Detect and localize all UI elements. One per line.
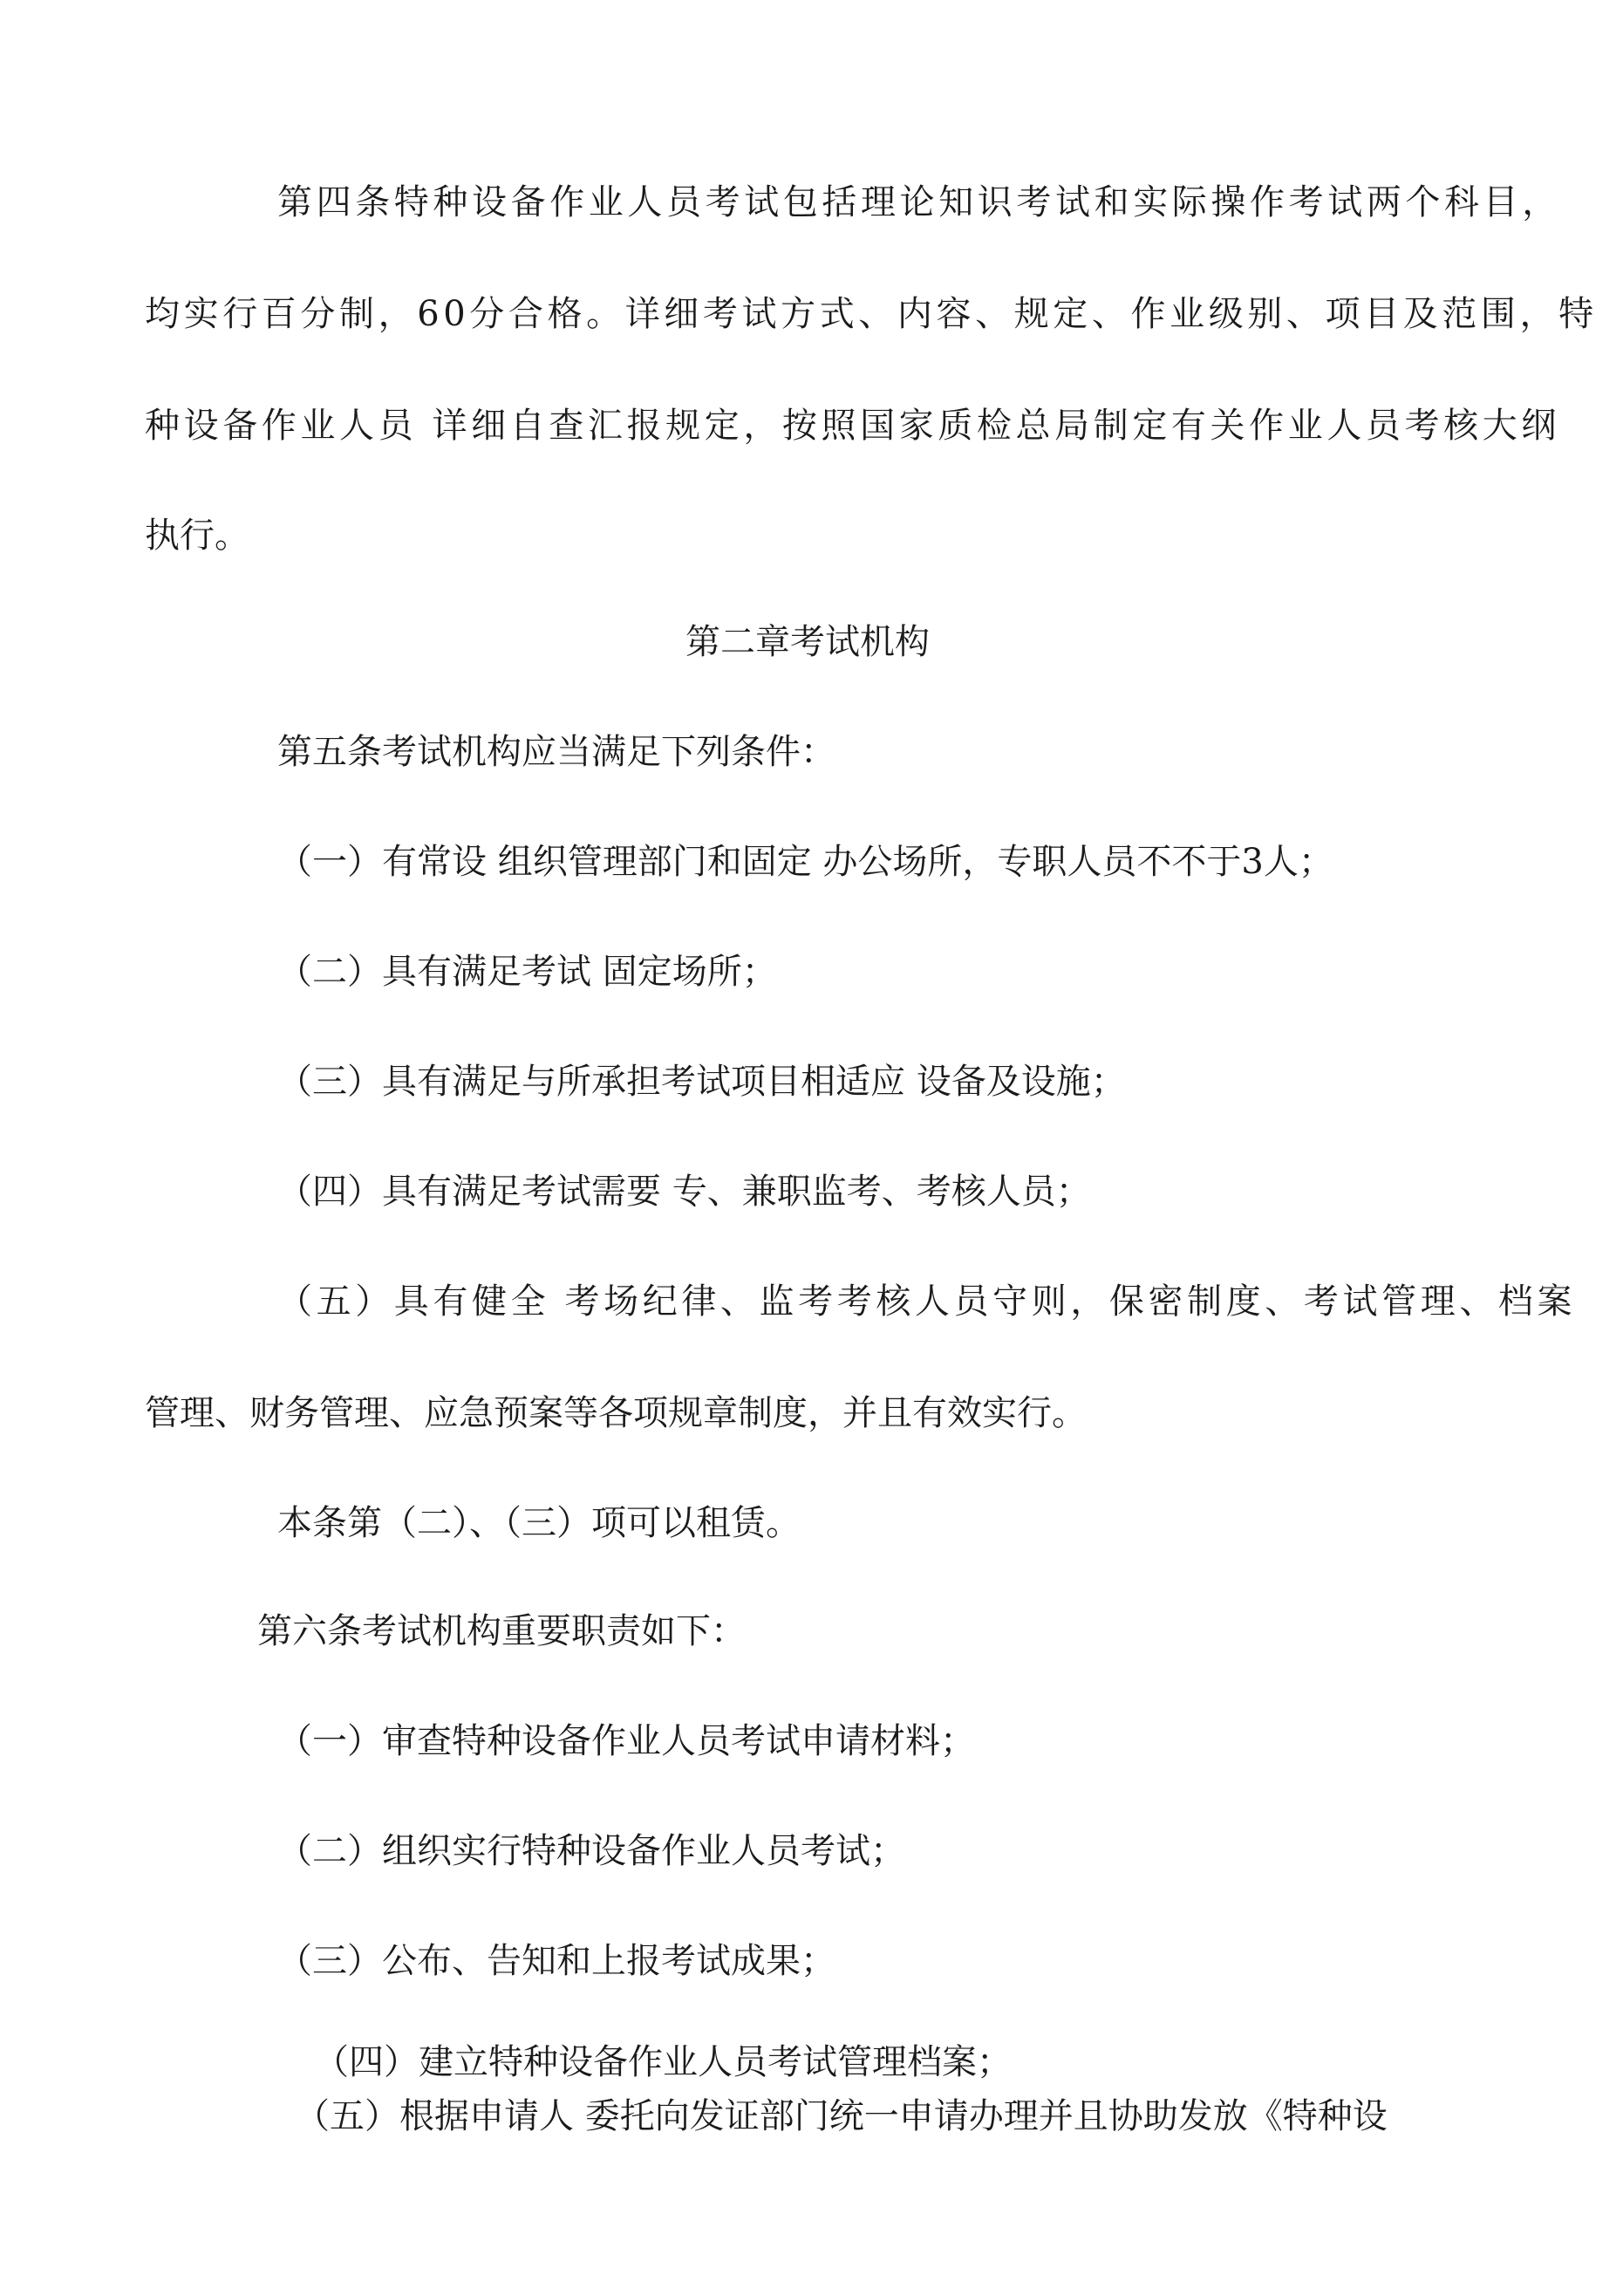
article5-item3: （三）具有满足与所承担考试项目相适应 设备及设施；	[277, 1062, 1126, 1102]
article6-item5: （五）根据申请人 委托向发证部门统一申请办理并且协助发放《特种设	[295, 2096, 1388, 2136]
article5-note: 本条第（二）、（三）项可以租赁。	[277, 1503, 801, 1543]
article6-intro: 第六条考试机构重要职责如下：	[257, 1611, 746, 1651]
article6-item2: （二）组织实行特种设备作业人员考试；	[277, 1831, 905, 1871]
chapter-title: 第二章考试机构	[685, 622, 930, 662]
article6-item3: （三）公布、告知和上报考试成果；	[277, 1941, 835, 1981]
article4-line4: 执行。	[145, 516, 249, 556]
article5-item1: （一）有常设 组织管理部门和固定 办公场所，专职人员不不于3人；	[277, 842, 1333, 882]
article5-intro: 第五条考试机构应当满足下列条件：	[277, 732, 835, 772]
article5-item5-line2: 管理、财务管理、应急预案等各项规章制度，并且有效实行。	[145, 1393, 1087, 1433]
article6-item4: （四）建立特种设备作业人员考试管理档案；	[314, 2042, 1012, 2082]
article5-item2: （二）具有满足考试 固定场所；	[277, 952, 777, 992]
article4-line1: 第四条特种设备作业人员考试包括理论知识考试和实际操作考试两个科目，	[277, 182, 1561, 222]
article5-item5-line1: （五）具有健全 考场纪律、监考考核人员守则，保密制度、考试管理、档案	[277, 1281, 1577, 1322]
article5-item4: （四）具有满足考试需要 专、兼职监考、考核人员；	[277, 1172, 1091, 1212]
article4-line3: 种设备作业人员 详细自查汇报规定，按照国家质检总局制定有关作业人员考核大纲	[145, 406, 1560, 446]
article4-line2: 均实行百分制，60分合格。详细考试方式、内容、规定、作业级别、项目及范围，特	[145, 294, 1598, 334]
article6-item1: （一）审查特种设备作业人员考试申请材料；	[277, 1721, 975, 1761]
